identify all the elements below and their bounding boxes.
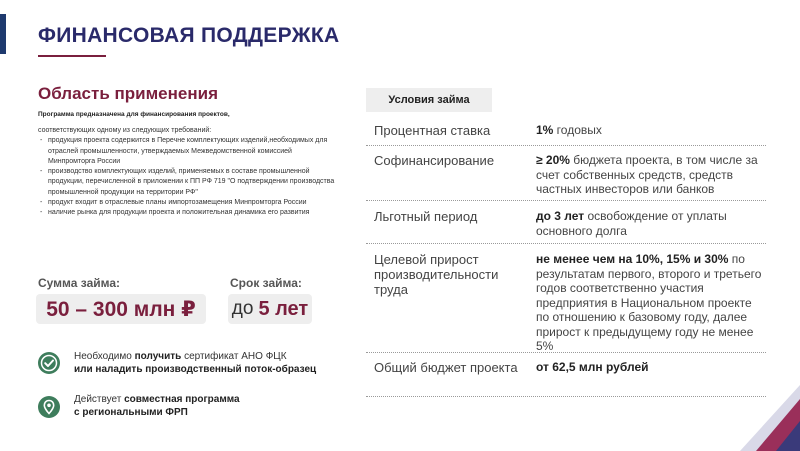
condition-value: ≥ 20% бюджета проекта, в том числе за счет собственных средств, средств частных инвесторов или банков xyxy=(536,153,758,196)
condition-value: 1% годовых xyxy=(536,123,602,137)
requirement-item: - продукция проекта содержится в Перечне комплектующих изделий,необходимых для отраслей промышленности, утверждаемых Межведомственной комиссией Минпромторга России xyxy=(38,136,338,167)
condition-value: не менее чем на 10%, 15% и 30% по результатам первого, второго и третьего годов соответственно участия предприятия в Национальном проекте по отношению к базовому году, далее прирост к предыдущему году не менее 5% xyxy=(536,252,762,353)
title-underline xyxy=(38,55,106,57)
condition-label: Льготный период xyxy=(374,209,478,224)
scope-intro: Программа предназначена для финансирования проектов, xyxy=(38,111,230,118)
loan-sum-label: Сумма займа: xyxy=(38,276,121,290)
row-divider xyxy=(366,396,766,397)
loan-term-prefix: до xyxy=(231,298,254,319)
condition-value: до 3 лет освобождение от уплаты основного долга xyxy=(536,209,727,238)
condition-label: Процентная ставка xyxy=(374,123,491,138)
loan-term-value: 5 лет xyxy=(258,297,309,320)
loan-term-box xyxy=(228,294,312,324)
condition-value: от 62,5 млн рублей xyxy=(536,360,649,374)
loan-sum-value: 50 – 300 млн ₽ xyxy=(36,294,206,324)
checkmark-icon xyxy=(38,352,60,374)
requirement-item: - наличие рынка для продукции проекта и положительная динамика его развития xyxy=(38,208,338,218)
row-divider xyxy=(366,243,766,244)
requirements-list xyxy=(38,126,338,219)
loan-term-label: Срок займа: xyxy=(230,276,302,290)
page-title: ФИНАНСОВАЯ ПОДДЕРЖКА xyxy=(38,24,340,47)
row-divider xyxy=(366,352,766,353)
scope-title: Область применения xyxy=(38,84,219,103)
requirement-item: - продукт входит в отраслевые планы импортозамещения Минпромторга России xyxy=(38,198,338,208)
conditions-header: Условия займа xyxy=(366,88,492,112)
row-divider xyxy=(366,145,766,146)
row-divider xyxy=(366,200,766,201)
condition-label: Целевой прирост производительности труда xyxy=(374,252,499,297)
requirements-lead: соответствующих одному из следующих требований: xyxy=(38,127,212,134)
certificate-note: Необходимо получить сертификат АНО ФЦК или наладить производственный поток-образец xyxy=(74,351,317,375)
accent-bar xyxy=(0,14,6,54)
condition-label: Общий бюджет проекта xyxy=(374,360,518,375)
requirement-item: - производство комплектующих изделий, применяемых в составе промышленной продукции, перечисленной в приложении к ПП РФ 719 "О подтверждении производства промышленной продукции на территории РФ" xyxy=(38,167,338,198)
regional-program-note: Действует совместная программа с региональными ФРП xyxy=(74,394,240,418)
location-pin-icon xyxy=(38,396,60,418)
condition-label: Софинансирование xyxy=(374,153,495,168)
corner-decoration xyxy=(740,385,800,451)
